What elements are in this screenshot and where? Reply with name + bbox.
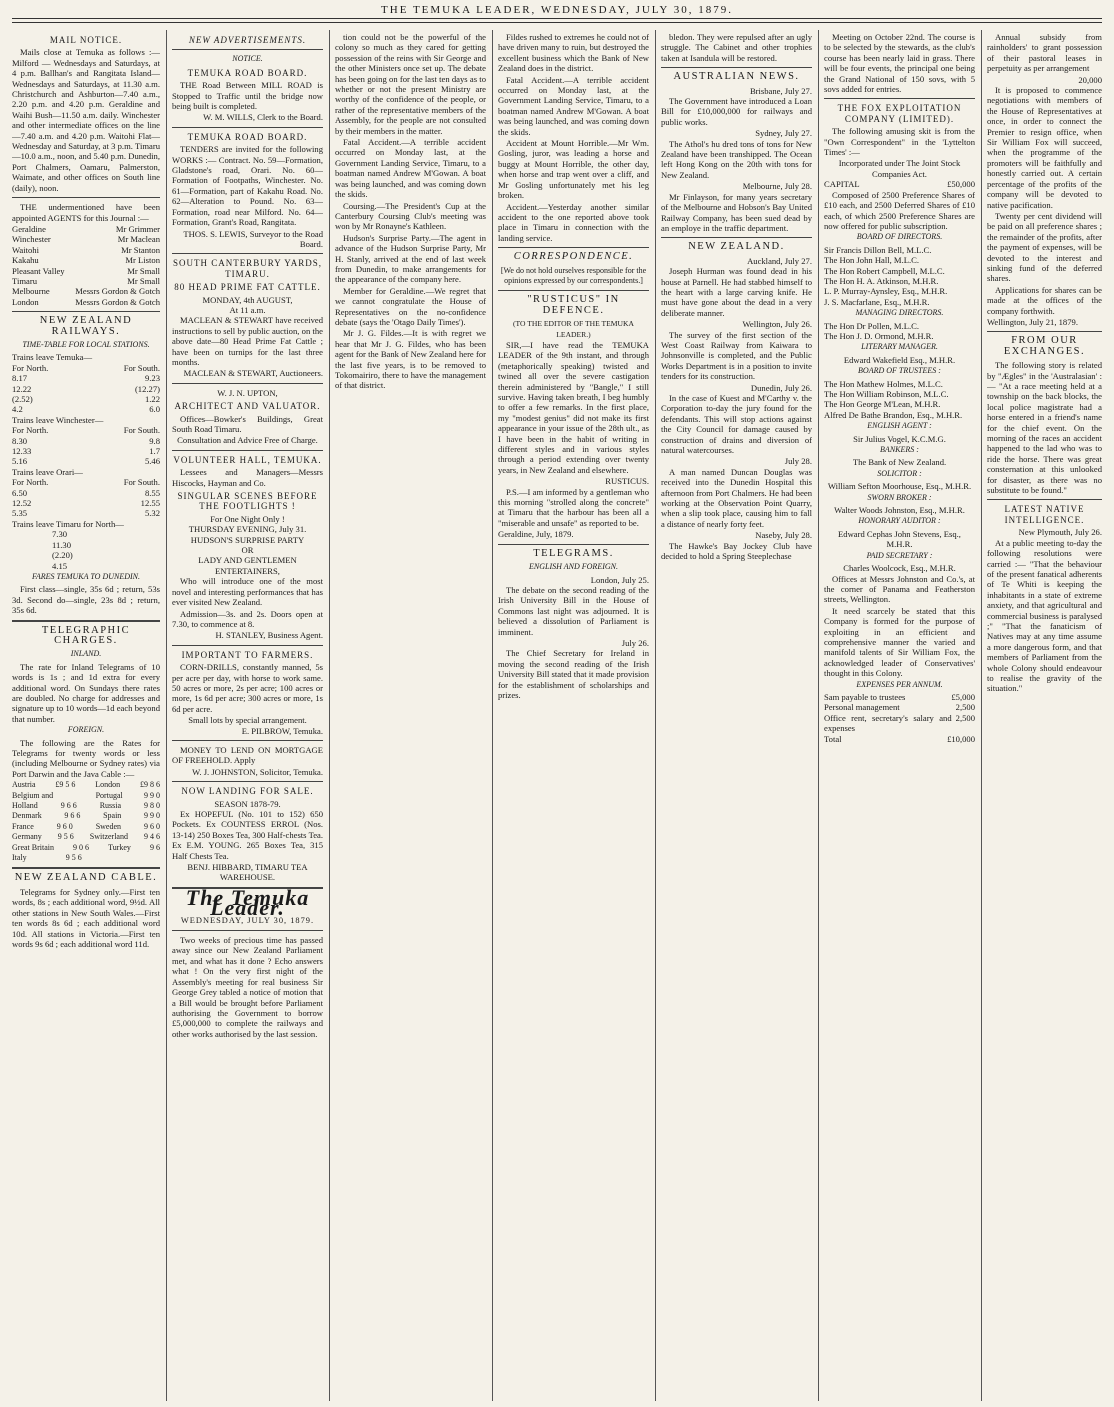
page-masthead: THE TEMUKA LEADER, WEDNESDAY, JULY 30, 1879.: [381, 4, 733, 16]
rates-table: Austria £9 5 6 London £9 8 6 Belgium and Portugal 9 9 0 Holland 9 6 6 Russia 9 8 0 Denmark 9 6 6 Spain 9 9 0 France 9 6 0 Sweden 9 6 0 Germany 9 5 6 Switzerland 9 4 6 Great Britain 9 0 6 Turkey 9 6 Italy 9 5 6: [12, 780, 160, 863]
agents-list: [12, 224, 160, 307]
subsidy-value: 20,000: [1078, 74, 1102, 85]
leader-article: Two weeks of precious time has passed away since our New Zealand Parliament met, and what has it done ? Echo answers what ! On the very first night of the Assembly's meeting for real business Sir George Grey tabled a notice of motion that a Bill would be brought before Parliament authorising the Government to borrow £5,000,000 to complete the railways and other works authorised by the last session.: [172, 935, 323, 1039]
capital-row: CAPITAL £50,000: [824, 179, 975, 190]
broker: Walter Woods Johnston, Esq., M.H.R.: [834, 505, 965, 516]
column-rule: [166, 30, 167, 1401]
hall-text: Who will introduce one of the most novel and interesting performances that has ever visited New Zealand.: [172, 576, 323, 608]
directors-list: Sir Francis Dillon Bell, M.L.C. The Hon John Hall, M.L.C. The Hon Robert Campbell, M.L.C. The Hon H. A. Atkinson, M.H.R. L. P. Murray-Aynsley, Esq., M.H.R. J. S. Macfarlane, Esq., M.H.R.: [824, 244, 948, 307]
directors-heading: BOARD OF DIRECTORS.: [856, 232, 943, 242]
wellington-text: The survey of the first section of the West Coast Railway from Kaiwara to Johnsonville is completed, and the Public Works Department is in a position to invite tenders for its construction.: [661, 329, 812, 382]
divider: [12, 620, 160, 622]
agent-row: Kakahu Mr Liston: [12, 255, 160, 266]
july28-text: A man named Duncan Douglas was received into the Dunedin Hospital this afternoon from Port Chalmers. He had been working at the Observation Point Quarry, when a slip took place, causing him to fall a distance of nearly forty feet.: [661, 466, 812, 529]
divider: [172, 49, 323, 50]
railways-heading: NEW ZEALAND RAILWAYS.: [39, 315, 133, 337]
timetable-timaru: 7.30 11.30 (2.20) 4.15: [52, 529, 73, 571]
hall-ladies: LADY AND GENTLEMEN ENTERTAINERS,: [198, 555, 297, 576]
timetable-label: Trains leave Winchester—: [12, 414, 104, 425]
dateline-auckland: Auckland, July 27.: [747, 255, 812, 266]
managing-heading: MANAGING DIRECTORS.: [855, 308, 944, 318]
timetable-label: Trains leave Timaru for North—: [12, 518, 124, 529]
english-agent: Sir Julius Vogel, K.C.M.G.: [853, 433, 946, 444]
auditor-heading: HONORARY AUDITOR :: [858, 516, 941, 526]
money-signature: W. J. JOHNSTON, Solicitor, Temuka.: [192, 766, 323, 777]
dateline-london: London, July 25.: [590, 574, 649, 585]
landing-heading: NOW LANDING FOR SALE.: [181, 786, 314, 797]
adverts-heading: NEW ADVERTISEMENTS.: [188, 35, 307, 45]
money-text: MONEY TO LEND ON MORTGAGE OF FREEHOLD. Apply: [172, 744, 323, 766]
australian-news-heading: AUSTRALIAN NEWS.: [673, 71, 800, 83]
article-continued: Annual subsidy from rainholders' to grant possession of their pastoral leases in perpetuity as per arrangement: [987, 32, 1102, 74]
architect-name: W. J. N. UPTON,: [217, 387, 278, 398]
dateline-july28: July 28.: [784, 456, 812, 467]
hall-title: SINGULAR SCENES BEFORE THE FOOTLIGHTS !: [177, 491, 318, 512]
tenders-text: TENDERS are invited for the following WORKS :— Contract. No. 59—Formation, Gladstone's road, Orari. No. 60—Formation of Footpaths, Winchester. No. 61—Formation, part of Kakahu Road. No. 62—Alteration to Pound. No. 63—Formation, road near Milford. No. 64—Formation, Grant's Road, Rangitata.: [172, 144, 323, 228]
letter-ps: P.S.—I am informed by a gentleman who this morning "strolled along the concrete" at Timaru that the harbour has been all a "miserable and unsafe" as reported to be.: [498, 486, 649, 528]
column-rule: [818, 30, 819, 1401]
divider: [12, 197, 160, 198]
notice-heading: NOTICE.: [232, 54, 263, 64]
cattle-heading: 80 HEAD PRIME FAT CATTLE.: [174, 282, 321, 293]
column-rule: [655, 30, 656, 1401]
geraldine-item: Member for Geraldine.—We regret that we cannot congratulate the House of Representatives on the no-confidence debate (says the 'Otago Daily Times').: [335, 285, 486, 327]
road-board-signature: W. M. WILLS, Clerk to the Board.: [203, 112, 323, 123]
trustees-heading: BOARD OF TRUSTEES :: [858, 366, 941, 376]
divider: [172, 740, 323, 741]
dateline-melbourne: Melbourne, July 28.: [742, 181, 812, 192]
cable-text: Telegrams for Sydney only.—First ten words, 8s ; each additional word, 9½d. All other stations in New South Wales.—First ten words 8s 6d ; each additional word 10d. All stations in Victoria.—First ten words 9s 6d ; each additional word 11d.: [12, 886, 160, 949]
july26-text: The Chief Secretary for Ireland in moving the second reading of the Irish University Bill stated that it made provision for the establishment of scholarships and prizes.: [498, 648, 649, 700]
telegraph-subheading: INLAND.: [70, 649, 102, 659]
hall-admission: Admission—3s. and 2s. Doors open at 7.30, to commence at 8.: [172, 608, 323, 629]
yards-heading: SOUTH CANTERBURY YARDS, TIMARU.: [172, 258, 323, 279]
solicitor: William Sefton Moorhouse, Esq., M.H.R.: [827, 481, 972, 492]
literary-heading: LITERARY MANAGER.: [861, 342, 938, 352]
fares-heading: FARES TEMUKA TO DUNEDIN.: [31, 571, 140, 581]
column-4: [498, 32, 649, 1401]
literary-manager: Edward Wakefield Esq., M.H.R.: [843, 354, 956, 365]
letter-text: SIR,—I have read the TEMUKA LEADER of the 9th instant, and through (metaphorically speaking) twisted and twined all over the severe castigation therein administered by "Bangle," I still survive. Having taken breath, I beg humbly to offer a few remarks. In the first place, my "modest genius" did not make its first appearance in your issue of the 28th ult., as I have been in the habit of writing in different styles and in various styles through a period extending over twenty years, in New Zealand and elsewhere.: [498, 339, 649, 475]
hall-or: OR: [241, 545, 254, 556]
native-text: At a public meeting to-day the following resolutions were carried :— "That the behaviour of the present fanatical adherents of Te Whiti is keeping the inhabitants in a state of extreme anxiety, and that agricultural and commercial business is paralysed ;" "That the fanaticism of Natives may at any time assume a more dangerous form, and that members of Parliament from the whole Colony should endeavour to realise the gravity of the situation.": [987, 537, 1102, 694]
fox-company-heading: THE FOX EXPLOITATION COMPANY (LIMITED).: [837, 103, 962, 124]
divider: [498, 544, 649, 545]
agent-row: Waitohi Mr Stanton: [12, 244, 160, 255]
hall-date: THURSDAY EVENING, July 31.: [188, 524, 307, 535]
telegraph-heading: TELEGRAPHIC CHARGES.: [41, 624, 131, 646]
architect-title: ARCHITECT AND VALUATOR.: [174, 401, 321, 412]
accident-item: Accident.—Yesterday another similar accident to the one reported above took place in Timaru in connection with the landing service.: [498, 201, 649, 243]
architect-text: Offices—Bowker's Buildings, Great South Road Timaru.: [172, 413, 323, 434]
paper-title: The Temuka Leader.: [185, 884, 310, 921]
divider: [172, 253, 323, 254]
farmers-text: CORN-DRILLS, constantly manned, 5s per acre per day, with horse to work same. 50 acres or more, 2s per acre; 100 acres or more, 1s 6d per acre; 300 acres or more, 1s 6d per acre.: [172, 662, 323, 714]
melbourne-text: Mr Finlayson, for many years secretary of the Melbourne and Hobson's Bay United Railway Company, has been sued dead by an employe in the traffic department.: [661, 191, 812, 233]
fox-text-2: It is proposed to commence negotiations with members of the House of Representatives at once, in order to connect the Premier to resign office, when Sir William Fox will succeed, when the programme of the promoters will be faithfully and honestly carried out. A certain percentage of the profits of the company will be devoted to native pacification.: [987, 85, 1102, 210]
landing-items: Ex HOPEFUL (No. 101 to 152) 650 Pockets. Ex COUNTESS ERROL (Nos. 13-14) 250 Boxes Tea, 300 Half-chests Tea. Ex E.M. YOUNG. 265 Boxes Tea, 315 Half Chests Tea.: [172, 809, 323, 861]
road-board-text: THE Road Between MILL ROAD is Stopped to Traffic until the bridge now being built is completed.: [172, 80, 323, 112]
secretary-heading: PAID SECRETARY :: [866, 550, 933, 560]
letter-signature: RUSTICUS.: [605, 476, 649, 487]
prospectus-text: It need scarcely be stated that this Company is formed for the purpose of exploiting in an efficient and comprehensive manner the varied and manifold talents of Sir William Fox, the acknowledged leader of Conservatives' thought in this Colony.: [824, 605, 975, 679]
divider: [498, 247, 649, 248]
brisbane-text: The Government have introduced a Loan Bill for £10,000,000 for railways and public works.: [661, 96, 812, 127]
farmers-tail: Small lots by special arrangement.: [188, 715, 307, 726]
dateline-naseby: Naseby, July 28.: [755, 530, 812, 541]
dateline-brisbane: Brisbane, July 27.: [749, 85, 812, 96]
mount-horrible-item: Accident at Mount Horrible.—Mr Wm. Gosling, juror, was leading a horse and buggy at Mount Horrible, the other day, when horse and trap went over a cliff, and Mr Gosling unfortunately met his leg broken.: [498, 138, 649, 201]
dateline-july26: July 26.: [621, 637, 649, 648]
divider: [12, 311, 160, 312]
auckland-text: Joseph Hurman was found dead in his house at Parnell. He had stabbed himself to the heart with a large carving knife. He must have gone about the dead in a very deliberate manner.: [661, 266, 812, 318]
agent-row: Pleasant Valley Mr Small: [12, 265, 160, 276]
fox-text-3: Twenty per cent dividend will be paid on all preference shares ; the remainder of the profits, after the payment of expenses, will be devoted to the interest and sinking fund of the deferred shares.: [987, 210, 1102, 284]
cattle-text: MACLEAN & STEWART have received instructions to sell by public auction, on the above date—80 Head Prime Fat Cattle ; have been on turnips for the last three months.: [172, 315, 323, 367]
column-3: [335, 32, 486, 1401]
farmers-heading: IMPORTANT TO FARMERS.: [181, 649, 314, 660]
divider: [172, 383, 323, 384]
cattle-signature: MACLEAN & STEWART, Auctioneers.: [183, 368, 323, 379]
correspondence-note: [We do not hold ourselves responsible for the opinions expressed by our correspondents.]: [500, 265, 647, 285]
landing-signature: BENJ. HIBBARD, TIMARU TEA WAREHOUSE.: [187, 862, 308, 883]
divider: [987, 331, 1102, 332]
column-2: [172, 32, 323, 1401]
divider: [172, 930, 323, 931]
sydney-text: The Athol's hu dred tons of tons for New Zealand have been transhipped. The Ocean left Hong Kong on the 20th with tons for New Zealand.: [661, 138, 812, 180]
nz-news-heading: NEW ZEALAND.: [688, 241, 785, 253]
hall-signature: H. STANLEY, Business Agent.: [215, 630, 323, 641]
managing-list: The Hon Dr Pollen, M.L.C. The Hon J. D. Ormond, M.H.R.: [824, 320, 934, 341]
hall-night: For One Night Only !: [210, 513, 285, 524]
dunedin-text: In the case of Kuest and M'Carthy v. the Corporation to-day the jury found for the defendants. This will stop actions against the City Council for damage caused by construction of drains and diversion of natural watercourses.: [661, 393, 812, 456]
naseby-text: The Hawke's Bay Jockey Club have decided to hold a Spring Steeplechase: [661, 540, 812, 562]
letter-date: Geraldine, July, 1879.: [498, 529, 574, 540]
hall-party: HUDSON'S SURPRISE PARTY: [190, 534, 305, 545]
timetable-winchester: For North. For South. 8.30 9.8 12.33 1.7 5.16 5.46: [12, 425, 160, 467]
solicitor-heading: SOLICITOR :: [877, 468, 922, 478]
expenses-heading: EXPENSES PER ANNUM.: [856, 679, 943, 689]
timetable-label: Trains leave Temuka—: [12, 352, 93, 363]
masthead-rule: [12, 18, 1102, 19]
tenders-signature: THOS. S. LEWIS, Surveyor to the Road Board.: [183, 228, 323, 249]
fox-incorporation: Incorporated under The Joint Stock Companies Act.: [838, 158, 961, 179]
agent-heading: ENGLISH AGENT :: [867, 421, 932, 431]
column-1: [12, 32, 160, 1401]
correspondence-heading: CORRESPONDENCE.: [513, 251, 634, 263]
agent-row: Winchester Mr Maclean: [12, 234, 160, 245]
telegrams-heading: TELEGRAMS.: [533, 547, 614, 559]
timetable-label: Trains leave Orari—: [12, 466, 83, 477]
road-board-heading: TEMUKA ROAD BOARD.: [187, 67, 308, 78]
telegrams-subheading: ENGLISH AND FOREIGN.: [529, 562, 618, 572]
expenses-table: Sam payable to trustees £5,000 Personal management 2,500 Office rent, secretary's salary and expenses 2,500 Total £10,000: [824, 691, 975, 744]
bankers: The Bank of New Zealand.: [852, 457, 947, 468]
masthead-rule-2: [12, 22, 1102, 23]
column-rule: [329, 30, 330, 1401]
article-continued: tion could not be the powerful of the colony so much as they cared for getting possession of the reins with Sir George and the other Ministers once set up. The debate has been going on for the last ten days as to whether or not the present Ministry are worthy of the confidence of the people, or rather of the representative members of the Assembly, for the people are not consulted by their members in the matter.: [335, 32, 486, 136]
farmers-signature: E. PILBROW, Temuka.: [241, 725, 323, 736]
column-5: [661, 32, 812, 1401]
article-continued: Meeting on October 22nd. The course is to be selected by the stewards, as the club's course has been nearly laid in grass. There will be four events, the principal one being the Grand National of 150 sovs, with 5 sovs added for entries.: [824, 32, 975, 95]
coursing-item: Coursing.—The President's Cup at the Canterbury Coursing Club's meeting was won by Mr Ronayne's Kathleen.: [335, 200, 486, 232]
offices-text: Offices at Messrs Johnston and Co.'s, at the corner of Panama and Featherston streets, Wellington.: [824, 573, 975, 605]
divider: [172, 781, 323, 782]
secretary: Charles Woolcock, Esq., M.H.R.: [843, 563, 956, 574]
landing-season: SEASON 1878-79.: [214, 798, 281, 809]
letter-to: (TO THE EDITOR OF THE TEMUKA LEADER.): [512, 319, 634, 339]
railways-subheading: TIME-TABLE FOR LOCAL STATIONS.: [22, 339, 150, 349]
divider: [661, 237, 812, 238]
hall-heading: VOLUNTEER HALL, TEMUKA.: [173, 454, 322, 465]
foreign-text: The following are the Rates for Telegrams for twenty words or less (including Melbourne or Sydney rates) via Port Darwin and the Java Cable :—: [12, 737, 160, 779]
architect-tail: Consultation and Advice Free of Charge.: [177, 435, 318, 446]
fox-date: Wellington, July 21, 1879.: [987, 316, 1078, 327]
road-board-heading-2: TEMUKA ROAD BOARD.: [187, 131, 308, 142]
fatal-accident-item: Fatal Accident.—A terrible accident occurred on Monday last, at the Government Landing Service, Timaru, to a boatman named Andrew M'Gowan. A boat was being launched, and was coming down the skids.: [498, 74, 649, 137]
cattle-time: At 11 a.m.: [229, 304, 266, 315]
hall-lessee: Lessees and Managers—Messrs Hiscocks, Hayman and Co.: [172, 467, 323, 488]
native-heading: LATEST NATIVE INTELLIGENCE.: [1004, 504, 1085, 525]
fox-intro: The following amusing skit is from the "Own Correspondent" in the 'Lyttelton Times' :—: [824, 126, 975, 158]
column-rule: [492, 30, 493, 1401]
article-continued: bledon. They were repulsed after an ugly struggle. The Cabinet and other trophies taken at Isandula will be restored.: [661, 32, 812, 63]
fares-text: First class—single, 35s 6d ; return, 53s 3d. Second do—single, 23s 8d ; return, 35s 6d.: [12, 584, 160, 616]
divider: [498, 290, 649, 291]
article-continued: Fildes rushed to extremes he could not of have driven many to ruin, but destroyed the excellent business which the Bank of New Zealand does in the district.: [498, 32, 649, 74]
telegraph-text: The rate for Inland Telegrams of 10 words is 1s ; and 1d extra for every additional word. On Sundays there rates are doubled. No charge for addresses and signature up to 10 words—1d each beyond that number.: [12, 661, 160, 724]
mail-notice-heading: MAIL NOTICE.: [49, 35, 123, 45]
exchanges-text: The following story is related by "Ægles" in the 'Australasian' :— "At a race meeting held at a township on the back blocks, the local police magistrate had a horse entered in a friend's name for the chief event. On the morning of the races an accident happened to the lad who was to ride the horse. There was great consternation at this unlooked for disaster, as there was no substitute to be found.": [987, 360, 1102, 496]
mail-notice-text: Mails close at Temuka as follows :— Milford — Wednesdays and Saturdays, at 4 p.m. Ballhan's and Rangitata Island—Wednesdays and Saturdays, at 11.30 a.m. Christchurch and Ashburton—7.40 a.m., 2.20 p.m. and 4.20 p.m. Geraldine and Waihi Bush—11.50 a.m. daily. Winchester and other intermediate offices on the line—7.40 a.m. and 4.20 p.m. Waitohi Flat—Wednesday and Saturday, at 3 p.m. Timaru—10.0 a.m., noon, and 5.40 p.m. Dunedin, Port Chalmers, Oamaru, Palmerston, Waimate, and other offices on South line (daily), noon.: [12, 47, 160, 193]
column-rule: [981, 30, 982, 1401]
hudson-item: Hudson's Surprise Party.—The agent in advance of the Hudson Surprise Party, Mr H. Stanly, arrived at the end of last week from Dunedin, to make arrangements for the appearance of the company here.: [335, 232, 486, 285]
agents-heading: THE undermentioned have been appointed AGENTS for this Journal :—: [12, 202, 160, 223]
native-dateline: New Plymouth, July 26.: [1018, 527, 1102, 538]
divider: [172, 645, 323, 646]
foreign-subheading: FOREIGN.: [67, 725, 105, 735]
broker-heading: SWORN BROKER :: [867, 492, 932, 502]
letter-heading: "RUSTICUS" IN DEFENCE.: [527, 294, 620, 316]
trustees-list: The Hon Mathew Holmes, M.L.C. The Hon William Robinson, M.L.C. The Hon George M'Lean, M.H.R. Alfred De Bathe Brandon, Esq., M.H.R.: [824, 378, 963, 420]
column-6: [824, 32, 975, 1401]
cattle-date: MONDAY, 4th AUGUST,: [202, 294, 293, 305]
agent-row: Timaru Mr Small: [12, 275, 160, 286]
article-paragraph: Fatal Accident.—A terrible accident occurred on Monday last, at the Government Landing Service, Timaru, to a boatman named Andrew M'Gowan. A boat was being launched, and was coming down the skids.: [335, 137, 486, 200]
dateline-dunedin: Dunedin, July 26.: [750, 382, 812, 393]
paper-date: WEDNESDAY, JULY 30, 1879.: [180, 915, 315, 925]
bankers-heading: BANKERS :: [880, 445, 919, 455]
divider: [172, 127, 323, 128]
cable-heading: NEW ZEALAND CABLE.: [14, 872, 158, 884]
divider: [661, 67, 812, 68]
dateline-wellington: Wellington, July 26.: [742, 319, 812, 330]
capital-text: Composed of 2500 Preference Shares of £10 each, and 2500 Deferred Shares of £10 each, of which 2500 Preference Shares are now offered for public subscription.: [824, 189, 975, 231]
divider: [172, 450, 323, 451]
fildes-item: Mr J. G. Fildes.—It is with regret we hear that Mr J. G. Fildes, who has been agent for the Bank of New Zealand here for the last five years, is to be removed to Tokomairiro, there to have the management of that district.: [335, 328, 486, 391]
timetable-orari: For North. For South. 6.50 8.55 12.52 12.55 5.35 5.32: [12, 477, 160, 519]
divider: [824, 98, 975, 99]
fox-text-4: Applications for shares can be made at the offices of the company forthwith.: [987, 284, 1102, 316]
auditor: Edward Cephas John Stevens, Esq., M.H.R.: [838, 528, 961, 550]
agent-row: Melbourne Messrs Gordon & Gotch: [12, 286, 160, 297]
divider: [12, 867, 160, 869]
agent-row: Geraldine Mr Grimmer: [12, 223, 160, 234]
dateline-sydney: Sydney, July 27.: [755, 128, 812, 139]
timetable-temuka: For North. For South. 8.17 9.23 12.22 (12.27) (2.52) 1.22 4.2 6.0: [12, 362, 160, 415]
agent-row: London Messrs Gordon & Gotch: [12, 296, 160, 307]
column-7: [987, 32, 1102, 1401]
london-text: The debate on the second reading of the Irish University Bill in the House of Commons last night was adjourned. It is believed a dissolution of Parliament is imminent.: [498, 584, 649, 637]
divider: [987, 499, 1102, 500]
exchanges-heading: FROM OUR EXCHANGES.: [1003, 335, 1086, 357]
